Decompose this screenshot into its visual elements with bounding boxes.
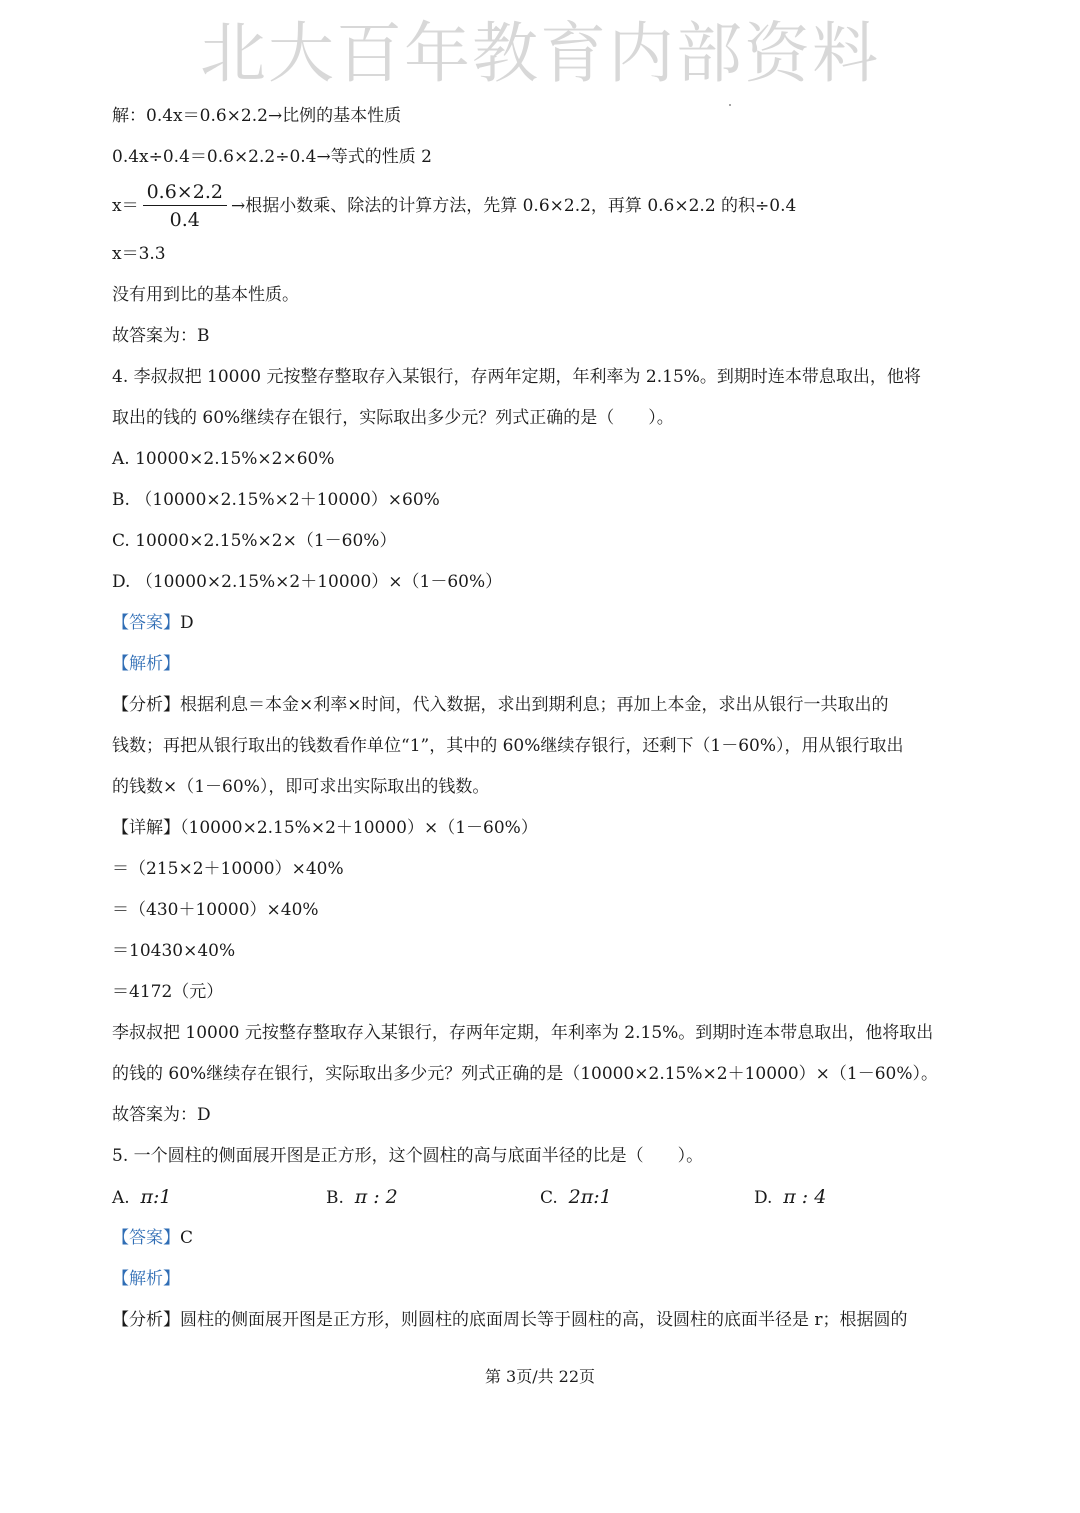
detail-4-step-4: ＝4172（元） (112, 982, 224, 1002)
answer-tag: 【答案】 (112, 613, 180, 633)
analysis-sub-tag: 【分析】 (112, 1310, 180, 1330)
question-5-option-d (754, 1177, 968, 1218)
detail-expression: （10000×2.15%×2＋10000）×（1－60%） (180, 818, 538, 838)
detail-4-step-2: ＝（430＋10000）×40% (112, 900, 319, 920)
analysis-text: 根据利息＝本金×利率×时间，代入数据，求出到期利息；再加上本金，求出从银行一共取出的 (180, 695, 889, 715)
option-label: B. (326, 1188, 344, 1208)
answer-value: C (180, 1228, 194, 1248)
option-label: C. (540, 1188, 558, 1208)
option-label: A. (112, 1188, 130, 1208)
analysis-text: 圆柱的侧面展开图是正方形，则圆柱的底面周长等于圆柱的高，设圆柱的底面半径是 r；根据圆的 (180, 1310, 908, 1330)
option-value: π : 2 (354, 1186, 398, 1208)
analysis-4-line-3: 的钱数×（1－60%），即可求出实际取出的钱数。 (112, 777, 490, 797)
detail-4-summary-2: 的钱的 60%继续存在银行，实际取出多少元？列式正确的是（10000×2.15%×2＋10000）×（1－60%）。 (112, 1064, 939, 1084)
fraction-numerator: 0.6×2.2 (143, 180, 227, 206)
question-5-option-c (540, 1177, 754, 1218)
fraction-denominator: 0.4 (169, 209, 200, 231)
fraction-prefix: x＝ (112, 196, 139, 216)
analysis-4-line-1 (112, 685, 972, 726)
option-value: 2π:1 (568, 1186, 612, 1208)
analysis-4-line-2: 钱数；再把从银行取出的钱数看作单位“1”，其中的 60%继续存银行，还剩下（1－60%），用从银行取出 (112, 736, 904, 756)
question-5-option-a (112, 1177, 326, 1218)
option-value: π : 4 (783, 1186, 827, 1208)
solution-line-2: 0.4x÷0.4＝0.6×2.2÷0.4→等式的性质 2 (112, 147, 432, 167)
question-4-option-a: A. 10000×2.15%×2×60% (112, 449, 335, 469)
question-5-option-b (326, 1177, 540, 1218)
detail-4-line-1 (112, 808, 972, 849)
analysis-4-heading (112, 644, 972, 685)
fraction-suffix: →根据小数乘、除法的计算方法，先算 0.6×2.2，再算 0.6×2.2 的积÷0.4 (230, 196, 797, 216)
analysis-tag: 【解析】 (112, 654, 180, 674)
answer-value: D (180, 613, 194, 633)
answer-conclusion-3: 故答案为：B (112, 326, 210, 346)
question-4-stem-1: 4. 李叔叔把 10000 元按整存整取存入某银行，存两年定期，年利率为 2.15%。到期时连本带息取出，他将 (112, 367, 921, 387)
question-4-option-c: C. 10000×2.15%×2×（1－60%） (112, 531, 397, 551)
question-5-options (112, 1177, 972, 1218)
watermark: 北大百年教育内部资料 (200, 15, 880, 92)
solution-line-1: 解：0.4x＝0.6×2.2→比例的基本性质 (112, 106, 402, 126)
answer-tag: 【答案】 (112, 1228, 180, 1248)
fraction (143, 180, 227, 232)
page-footer: 第 3页/共 22页 (484, 1367, 596, 1386)
detail-4-step-3: ＝10430×40% (112, 941, 236, 961)
detail-4-summary-1: 李叔叔把 10000 元按整存整取存入某银行，存两年定期，年利率为 2.15%。到期时连本带息取出，他将取出 (112, 1023, 934, 1043)
page-content (112, 96, 972, 1341)
question-4-stem-2: 取出的钱的 60%继续存在银行，实际取出多少元？列式正确的是（ ）。 (112, 408, 674, 428)
question-5-stem: 5. 一个圆柱的侧面展开图是正方形，这个圆柱的高与底面半径的比是（ ）。 (112, 1146, 704, 1166)
solution-result: x＝3.3 (112, 244, 166, 264)
analysis-5-heading (112, 1259, 972, 1300)
detail-tag: 【详解】 (112, 818, 180, 838)
option-label: D. (754, 1188, 773, 1208)
option-value: π:1 (140, 1186, 172, 1208)
solution-fraction-line (112, 178, 972, 234)
question-4-option-b: B. （10000×2.15%×2＋10000）×60% (112, 490, 440, 510)
detail-4-step-1: ＝（215×2＋10000）×40% (112, 859, 344, 879)
solution-note: 没有用到比的基本性质。 (112, 285, 299, 305)
answer-5 (112, 1218, 972, 1259)
analysis-sub-tag: 【分析】 (112, 695, 180, 715)
answer-4 (112, 603, 972, 644)
question-4-option-d: D. （10000×2.15%×2＋10000）×（1－60%） (112, 572, 503, 592)
answer-conclusion-4: 故答案为：D (112, 1105, 211, 1125)
analysis-tag: 【解析】 (112, 1269, 180, 1289)
analysis-5-line-1 (112, 1300, 972, 1341)
